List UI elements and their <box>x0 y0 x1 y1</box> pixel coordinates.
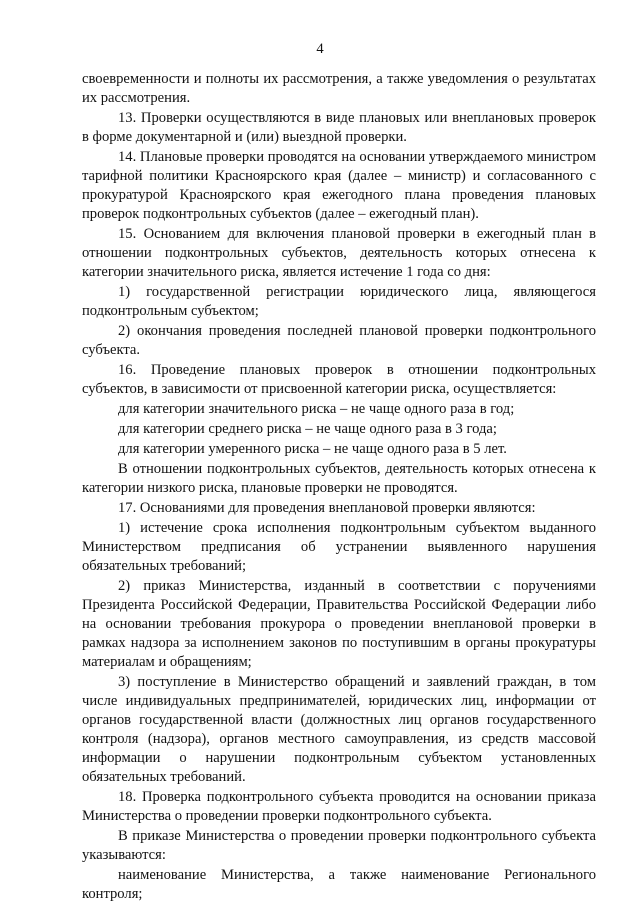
paragraph-continuation: своевременности и полноты их рассмотрения, а также уведомления о результатах их рассмотрения. <box>82 71 596 106</box>
paragraph-16: 16. Проведение плановых проверок в отношении подконтрольных субъектов, в зависимости от присвоенной категории риска, осуществляется: <box>82 362 596 397</box>
document-body <box>82 70 596 905</box>
paragraph-16-low-risk: В отношении подконтрольных субъектов, деятельность которых отнесена к категории низкого риска, плановые проверки не проводятся. <box>82 461 596 496</box>
paragraph-17: 17. Основаниями для проведения внеплановой проверки являются: <box>118 500 536 516</box>
paragraph-15-item-2: 2) окончания проведения последней плановой проверки подконтрольного субъекта. <box>82 323 596 358</box>
paragraph-13: 13. Проверки осуществляются в виде плановых или внеплановых проверок в форме документарной и (или) выездной проверки. <box>82 110 596 145</box>
paragraph-14: 14. Плановые проверки проводятся на основании утверждаемого министром тарифной политики Красноярского края (далее – министр) и согласованного с прокуратурой Красноярского края ежегодного плана проведения плановых проверок подконтрольных субъектов (далее – ежегодный план). <box>82 149 596 222</box>
paragraph-18: 18. Проверка подконтрольного субъекта проводится на основании приказа Министерства о проведении проверки подконтрольного субъекта. <box>82 789 596 824</box>
paragraph-15-item-1: 1) государственной регистрации юридического лица, являющегося подконтрольным субъектом; <box>82 284 596 319</box>
paragraph-16-medium-risk: для категории среднего риска – не чаще одного раза в 3 года; <box>118 421 497 437</box>
paragraph-15: 15. Основанием для включения плановой проверки в ежегодный план в отношении подконтрольных субъектов, деятельность которых отнесена к категории значительного риска, является истечение 1 года со дня: <box>82 226 596 280</box>
paragraph-18-order-contents: В приказе Министерства о проведении проверки подконтрольного субъекта указываются: <box>82 828 596 863</box>
paragraph-17-item-1: 1) истечение срока исполнения подконтрольным субъектом выданного Министерством предписания об устранении выявленного нарушения обязательных требований; <box>82 520 596 574</box>
paragraph-16-significant-risk: для категории значительного риска – не чаще одного раза в год; <box>118 401 515 417</box>
page-number: 4 <box>316 41 324 57</box>
paragraph-17-item-2: 2) приказ Министерства, изданный в соответствии с поручениями Президента Российской Федерации, Правительства Российской Федерации либо на основании требования прокурора о проведении внеплановой проверки в рамках надзора за исполнением законов по поступившим в органы прокуратуры материалам и обращениям; <box>82 578 596 670</box>
paragraph-16-moderate-risk: для категории умеренного риска – не чаще одного раза в 5 лет. <box>118 441 507 457</box>
paragraph-18-ministry-name: наименование Министерства, а также наименование Регионального контроля; <box>82 867 596 902</box>
paragraph-17-item-3: 3) поступление в Министерство обращений и заявлений граждан, в том числе индивидуальных предпринимателей, юридических лиц, информации от органов государственной власти (должностных лиц органов государственного контроля (надзора), органов местного самоуправления, из средств массовой информации о нарушении подконтрольным субъектом установленных обязательных требований. <box>82 674 596 785</box>
